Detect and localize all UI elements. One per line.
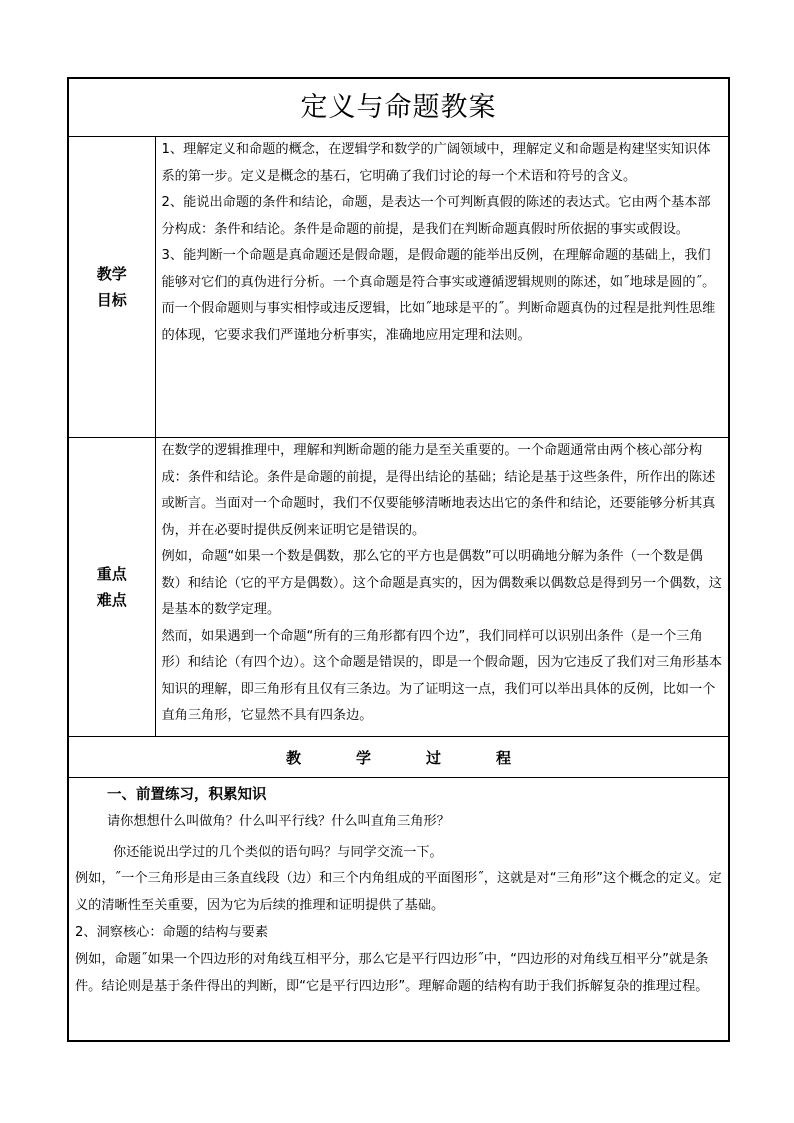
- key-points-row: [68, 438, 729, 737]
- question-2: 你还能说出学过的几个类似的语句吗？与同学交流一下。: [113, 844, 443, 860]
- example-1: 例如，˝一个三角形是由三条直线段（边）和三个内角组成的平面图形˝，这就是对“三角形”这个概念的定义。定义的清晰性至关重要，因为它为后续的推理和证明提供了基础。: [75, 871, 722, 914]
- process-heading: [68, 737, 729, 778]
- goal-item-1: 1、理解定义和命题的概念，在逻辑学和数学的广阔领域中，理解定义和命题是构建坚实知识体系的第一步。定义是概念的基石，它明确了我们讨论的每一个术语和符号的含义。: [161, 142, 711, 184]
- process-char-2: 学: [355, 748, 371, 767]
- process-body-row: [68, 778, 729, 1042]
- goals-row: [68, 137, 729, 438]
- goals-label-line2: 目标: [96, 291, 127, 309]
- goal-item-2: 2、能说出命题的条件和结论，命题，是表达一个可判断真假的陈述的表达式。它由两个基本部分构成：条件和结论。条件是命题的前提，是我们在判断命题真假时所依据的事实或假设。: [161, 195, 711, 237]
- goals-label-line1: 教学: [96, 265, 127, 283]
- process-char-3: 过: [425, 748, 441, 767]
- goals-content: [155, 137, 729, 438]
- title-row: [68, 78, 729, 137]
- goals-label: [68, 137, 155, 438]
- process-char-1: 教: [285, 748, 301, 767]
- goal-item-3: 3、能判断一个命题是真命题还是假命题，是假命题的能举出反例，在理解命题的基础上，我们能够对它们的真伪进行分析。一个真命题是符合事实或遵循逻辑规则的陈述，如˝地球是圆的˝。而一个假命题则与事实相悖或违反逻辑，比如˝地球是平的˝。判断命题真伪的过程是批判性思维的体现，它要求我们严谨地分析事实，准确地应用定理和法则。: [161, 248, 716, 343]
- example-2: 例如，命题˝如果一个四边形的对角线互相平分，那么它是平行四边形˝中，“四边形的对角线互相平分”就是条件。结论则是基于条件得出的判断，即“它是平行四边形”。理解命题的结构有助于我们拆解复杂的推理过程。: [75, 951, 709, 994]
- section-2-title: 2、洞察核心：命题的结构与要素: [75, 924, 269, 940]
- section-1-title: 一、前置练习，积累知识: [107, 787, 267, 803]
- process-char-4: 程: [495, 748, 511, 767]
- key-points-label: [68, 438, 155, 737]
- key-label-line2: 难点: [96, 591, 127, 609]
- key-points-content: [155, 438, 729, 737]
- key-point-paragraph-3: 然而，如果遇到一个命题“所有的三角形都有四个边”，我们同样可以识别出条件（是一个三角形）和结论（有四个边）。这个命题是错误的，即是一个假命题，因为它违反了我们对三角形基本知识的理解，即三角形有且仅有三条边。为了证明这一点，我们可以举出具体的反例，比如一个直角三角形，它显然不具有四条边。: [161, 628, 722, 723]
- process-body: [68, 778, 729, 1042]
- key-label-line1: 重点: [96, 565, 127, 583]
- key-point-paragraph-1: 在数学的逻辑推理中，理解和判断命题的能力是至关重要的。一个命题通常由两个核心部分构成：条件和结论。条件是命题的前提，是得出结论的基础；结论是基于这些条件，所作出的陈述或断言。当面对一个命题时，我们不仅要能够清晰地表达出它的条件和结论，还要能够分析其真伪，并在必要时提供反例来证明它是错误的。: [161, 443, 716, 538]
- question-1: 请你想想什么叫做角？什么叫平行线？什么叫直角三角形？: [107, 813, 450, 829]
- lesson-plan-table: [67, 77, 730, 1042]
- process-header-row: [68, 737, 729, 778]
- key-point-paragraph-2: 例如，命题“如果一个数是偶数，那么它的平方也是偶数”可以明确地分解为条件（一个数是偶数）和结论（它的平方是偶数）。这个命题是真实的，因为偶数乘以偶数总是得到另一个偶数，这是基本的数学定理。: [161, 549, 722, 617]
- page-title: 定义与命题教案: [68, 78, 729, 137]
